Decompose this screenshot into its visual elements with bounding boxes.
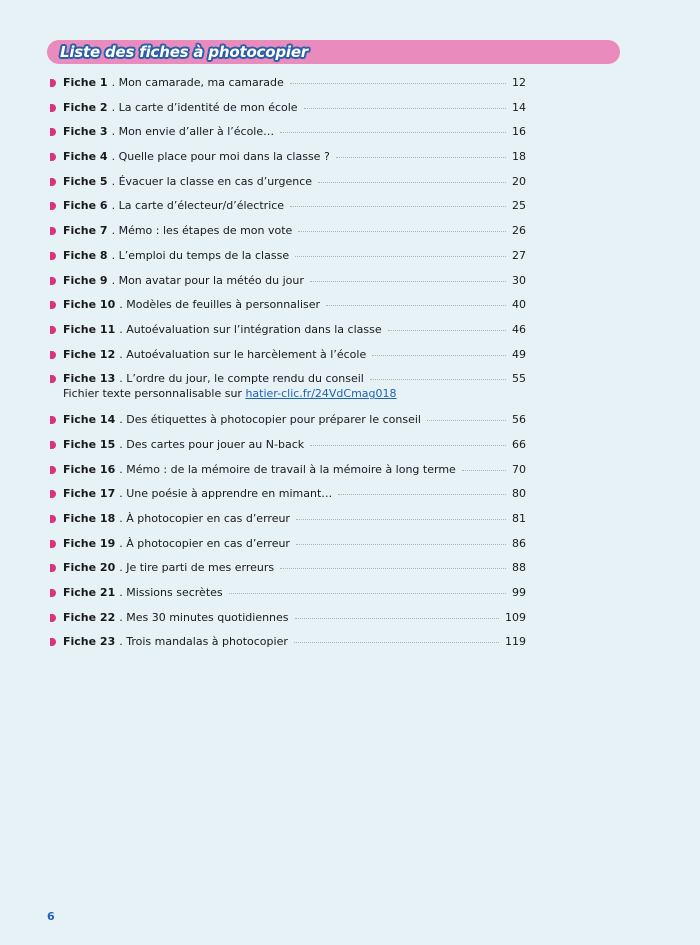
fiche-title: . À photocopier en cas d’erreur	[119, 536, 290, 550]
toc-list	[50, 75, 526, 659]
bullet-icon	[50, 178, 56, 186]
dot-leader	[388, 329, 506, 331]
bullet-icon	[50, 416, 56, 424]
toc-item	[50, 412, 526, 427]
page-number: 49	[512, 347, 526, 361]
fiche-title: . Je tire parti de mes erreurs	[119, 561, 275, 575]
toc-item	[50, 610, 526, 625]
fiche-title: . L’ordre du jour, le compte rendu du conseil	[119, 372, 364, 386]
bullet-icon	[50, 614, 56, 622]
toc-item	[50, 124, 526, 139]
toc-item	[50, 248, 526, 263]
page-number: 119	[505, 635, 526, 649]
page-number: 18	[512, 150, 526, 164]
toc-item	[50, 347, 526, 362]
dot-leader	[296, 518, 506, 520]
bullet-icon	[50, 589, 56, 597]
fiche-label: Fiche 1	[63, 76, 108, 89]
page-number: 27	[512, 248, 526, 262]
bullet-icon	[50, 227, 56, 235]
header-banner	[47, 40, 620, 64]
dot-leader	[294, 641, 499, 643]
dot-leader	[318, 181, 506, 183]
page-number: 109	[505, 610, 526, 624]
dot-leader	[296, 543, 506, 545]
bullet-icon	[50, 128, 56, 136]
bullet-icon	[50, 375, 56, 383]
fiche-title: . Mes 30 minutes quotidiennes	[119, 610, 289, 624]
fiche-title: . Trois mandalas à photocopier	[119, 635, 288, 649]
fiche-note	[63, 386, 397, 401]
fiche-label: Fiche 14	[63, 413, 116, 427]
page-number: 99	[512, 586, 526, 600]
fiche-label: Fiche 18	[63, 512, 116, 525]
toc-item	[50, 437, 526, 452]
page-number: 70	[512, 462, 526, 476]
fiche-label: Fiche 13	[63, 372, 116, 386]
page-number: 14	[512, 100, 526, 114]
bullet-icon	[50, 466, 56, 474]
dot-leader	[280, 131, 506, 133]
page-number: 26	[512, 224, 526, 238]
toc-item	[50, 536, 526, 551]
fiche-title: . Quelle place pour moi dans la classe ?	[111, 150, 330, 164]
fiche-title: . La carte d’électeur/d’électrice	[111, 199, 285, 213]
toc-item	[50, 322, 526, 337]
toc-item	[50, 273, 526, 288]
fiche-title: . Mon camarade, ma camarade	[111, 76, 284, 89]
toc-item	[50, 585, 526, 600]
bullet-icon	[50, 153, 56, 161]
fiche-label: Fiche 16	[63, 462, 116, 476]
bullet-icon	[50, 326, 56, 334]
page-number: 40	[512, 298, 526, 312]
page-number: 86	[512, 536, 526, 550]
fiche-title: . Mon avatar pour la météo du jour	[111, 273, 304, 287]
page-number: 30	[512, 273, 526, 287]
fiche-label: Fiche 21	[63, 586, 116, 600]
fiche-title: . Missions secrètes	[119, 586, 223, 600]
fiche-title: . À photocopier en cas d’erreur	[119, 512, 290, 525]
dot-leader	[370, 378, 506, 380]
fiche-title: . L’emploi du temps de la classe	[111, 248, 290, 262]
bullet-icon	[50, 301, 56, 309]
bullet-icon	[50, 540, 56, 548]
page-number: 88	[512, 561, 526, 575]
page-number: 56	[512, 413, 526, 427]
dot-leader	[290, 205, 506, 207]
fiche-label: Fiche 4	[63, 150, 108, 164]
fiche-label: Fiche 23	[63, 635, 116, 649]
toc-item	[50, 511, 526, 526]
toc-item	[50, 75, 526, 90]
fiche-title: . Mémo : les étapes de mon vote	[111, 224, 293, 238]
page-number: 12	[512, 76, 526, 89]
bullet-icon	[50, 351, 56, 359]
bullet-icon	[50, 515, 56, 523]
page-number: 46	[512, 322, 526, 336]
fiche-title: . Modèles de feuilles à personnaliser	[119, 298, 321, 312]
fiche-title: . La carte d’identité de mon école	[111, 100, 298, 114]
bullet-icon	[50, 490, 56, 498]
page-title: Liste des fiches à photocopier	[60, 43, 309, 61]
dot-leader	[310, 280, 506, 282]
toc-item	[50, 371, 526, 401]
fiche-title: . Des cartes pour jouer au N-back	[119, 437, 305, 451]
bullet-icon	[50, 104, 56, 112]
toc-item	[50, 174, 526, 189]
toc-item	[50, 297, 526, 312]
dot-leader	[462, 469, 506, 471]
page-number: 20	[512, 174, 526, 188]
bullet-icon	[50, 252, 56, 260]
fiche-title: . Autoévaluation sur le harcèlement à l’école	[119, 347, 367, 361]
dot-leader	[338, 493, 506, 495]
bullet-icon	[50, 638, 56, 646]
bullet-icon	[50, 564, 56, 572]
toc-item	[50, 100, 526, 115]
page-number: 55	[512, 372, 526, 386]
dot-leader	[290, 82, 506, 84]
fiche-label: Fiche 10	[63, 298, 116, 312]
fiche-label: Fiche 17	[63, 487, 116, 501]
toc-item	[50, 223, 526, 238]
fiche-label: Fiche 8	[63, 248, 108, 262]
dot-leader	[372, 354, 506, 356]
dot-leader	[427, 419, 506, 421]
fiche-label: Fiche 2	[63, 100, 108, 114]
fiche-label: Fiche 19	[63, 536, 116, 550]
toc-item	[50, 462, 526, 477]
fiche-title: . Une poésie à apprendre en mimant…	[119, 487, 333, 501]
fiche-title: . Évacuer la classe en cas d’urgence	[111, 174, 313, 188]
dot-leader	[336, 156, 506, 158]
fiche-title: . Des étiquettes à photocopier pour préparer le conseil	[119, 413, 421, 427]
toc-item	[50, 560, 526, 575]
fiche-label: Fiche 20	[63, 561, 116, 575]
resource-link[interactable]: hatier-clic.fr/24VdCmag018	[245, 387, 397, 401]
fiche-note-text: Fichier texte personnalisable sur	[63, 387, 246, 401]
footer-page-number: 6	[47, 910, 55, 923]
dot-leader	[295, 617, 499, 619]
toc-item	[50, 486, 526, 501]
page-number: 16	[512, 125, 526, 139]
fiche-label: Fiche 12	[63, 347, 116, 361]
toc-item	[50, 149, 526, 164]
page-number: 80	[512, 487, 526, 501]
dot-leader	[326, 304, 506, 306]
fiche-label: Fiche 11	[63, 322, 116, 336]
fiche-title: . Mon envie d’aller à l’école…	[111, 125, 275, 139]
fiche-title: . Mémo : de la mémoire de travail à la mémoire à long terme	[119, 462, 456, 476]
dot-leader	[229, 592, 506, 594]
bullet-icon	[50, 277, 56, 285]
fiche-label: Fiche 5	[63, 174, 108, 188]
toc-item	[50, 634, 526, 649]
bullet-icon	[50, 79, 56, 87]
fiche-label: Fiche 15	[63, 437, 116, 451]
fiche-title: . Autoévaluation sur l’intégration dans la classe	[119, 322, 382, 336]
bullet-icon	[50, 441, 56, 449]
fiche-label: Fiche 6	[63, 199, 108, 213]
fiche-label: Fiche 3	[63, 125, 108, 139]
fiche-label: Fiche 9	[63, 273, 108, 287]
page-number: 25	[512, 199, 526, 213]
dot-leader	[295, 255, 506, 257]
toc-item	[50, 198, 526, 213]
dot-leader	[280, 567, 506, 569]
dot-leader	[304, 107, 506, 109]
bullet-icon	[50, 202, 56, 210]
fiche-label: Fiche 7	[63, 224, 108, 238]
dot-leader	[310, 444, 506, 446]
fiche-label: Fiche 22	[63, 610, 116, 624]
page-number: 81	[512, 512, 526, 525]
dot-leader	[298, 230, 506, 232]
page-number: 66	[512, 437, 526, 451]
